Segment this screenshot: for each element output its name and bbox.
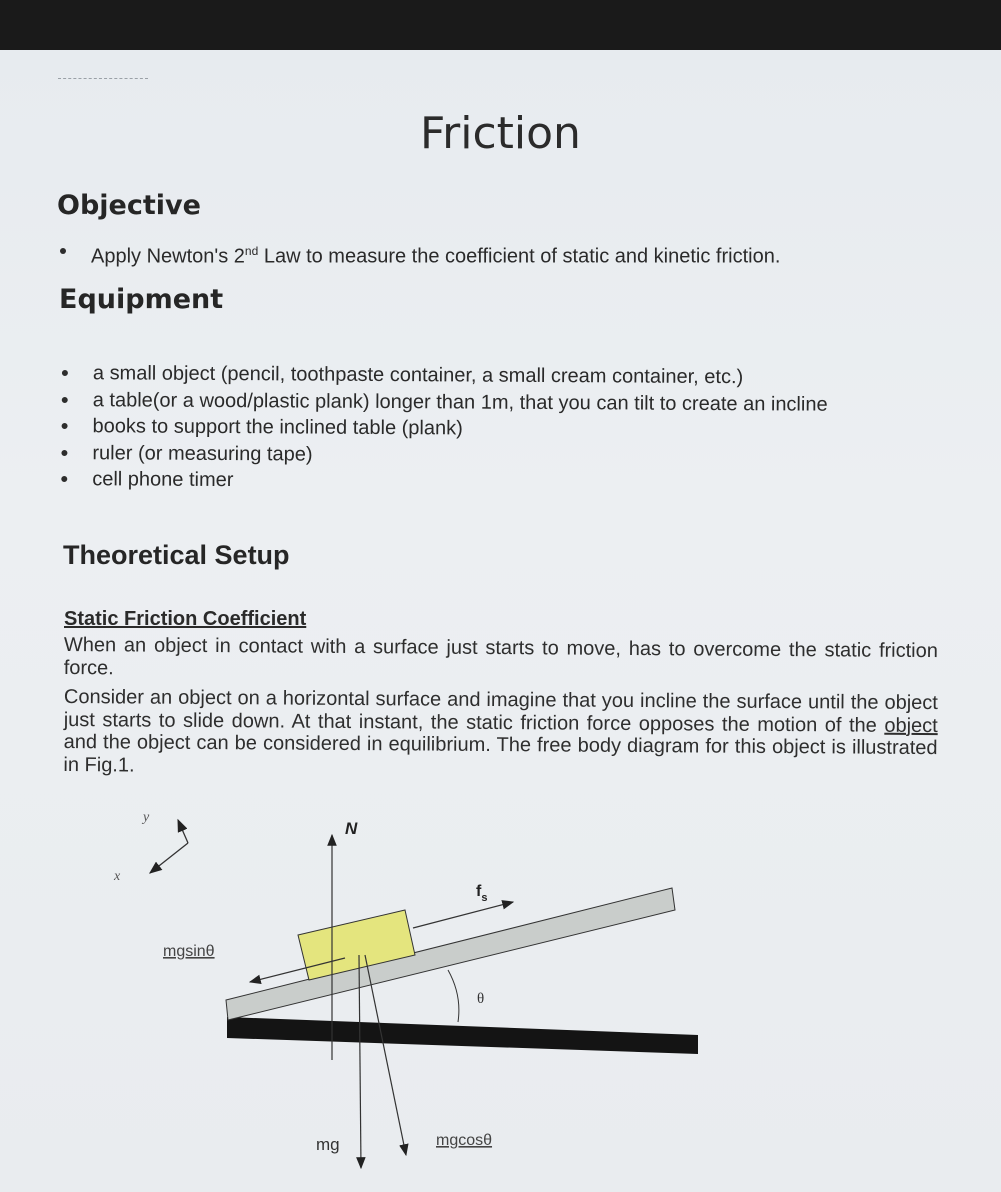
weight-label: mg [316,1135,340,1154]
axis-y-label: y [143,810,150,825]
mgsin-label: mgsinθ [163,943,215,960]
theta-label: θ [477,991,485,1007]
inclined-plank [226,888,675,1020]
list-item: books to support the inclined table (plank) [59,413,828,444]
friction-force-arrow [413,902,513,928]
list-item: ruler (or measuring tape) [58,439,827,470]
theta-arc [448,970,459,1022]
page-title: Friction [420,108,581,159]
objective-heading: Objective [57,190,201,221]
free-body-diagram [0,50,1001,1192]
list-item: cell phone timer [58,466,827,497]
mgcos-arrow [365,955,406,1155]
paragraph-2: Consider an object on a horizontal surface and imagine that you incline the surface until the object just starts to slide down. At that instant, the static friction force opposes the motion of the object and the object can be considered in equilibrium. The free body diagram for this object is illustrated in Fig.1. [63,686,938,776]
list-item: a small object (pencil, toothpaste container, a small cream container, etc.) [59,360,828,391]
friction-force-label: $f_s$ [476,883,488,904]
normal-force-label: N [345,819,358,838]
mgcos-label: mgcosθ [436,1132,493,1149]
document-page [0,50,1001,1192]
static-friction-heading: Static Friction Coefficient [64,608,307,630]
table-surface [227,1017,698,1054]
equipment-heading: Equipment [59,284,224,315]
axes-indicator [113,810,188,884]
theory-heading: Theoretical Setup [63,540,290,570]
paragraph-1: When an object in contact with a surface just starts to move, has to overcome the static friction force. [63,634,938,679]
objective-item: Apply Newton's 2nd Law to measure the coefficient of static and kinetic friction. [57,238,780,270]
list-item: a table(or a wood/plastic plank) longer than 1m, that you can tilt to create an incline [59,386,828,417]
axis-x-label: x [114,869,121,884]
